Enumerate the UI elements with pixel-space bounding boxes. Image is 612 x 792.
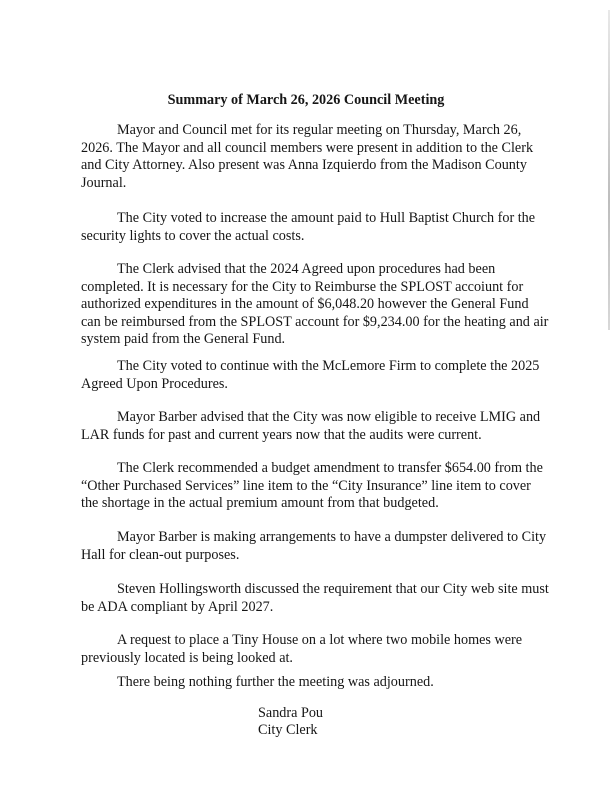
signature-name: Sandra Pou (258, 705, 324, 721)
signature-role: City Clerk (258, 722, 318, 738)
paragraph-ada-compliance: Steven Hollingsworth discussed the requirement that our City web site must be ADA compliant by April 2027. (81, 581, 549, 615)
paragraph-budget-amendment: The Clerk recommended a budget amendment to transfer $654.00 from the “Other Purchased Services” line item to the “City Insurance” line item to cover the shortage in the actual premium amount from that budgeted. (81, 460, 543, 512)
document-title: Summary of March 26, 2026 Council Meeting (167, 92, 445, 108)
paragraph-adjourned: There being nothing further the meeting was adjourned. (117, 674, 434, 690)
paragraph-agreed-procedures: The Clerk advised that the 2024 Agreed upon procedures had been completed. It is necessary for the City to Reimburse the SPLOST accoiunt for authorized expenditures in the amount of $6,048.20 however the General Fund can be reimbursed from the SPLOST account for $9,234.00 for the heating and air system paid from the General Fund. (81, 261, 549, 348)
paragraph-security-lights: The City voted to increase the amount paid to Hull Baptist Church for the security lights to cover the actual costs. (81, 210, 536, 244)
paragraph-mclemore-firm: The City voted to continue with the McLemore Firm to complete the 2025 Agreed Upon Procedures. (81, 358, 540, 392)
paragraph-lmig-funds: Mayor Barber advised that the City was now eligible to receive LMIG and LAR funds for past and current years now that the audits were current. (81, 409, 541, 443)
paragraph-tiny-house: A request to place a Tiny House on a lot where two mobile homes were previously located is being looked at. (81, 632, 523, 666)
scan-edge-line (608, 10, 610, 330)
paragraph-dumpster: Mayor Barber is making arrangements to have a dumpster delivered to City Hall for clean-out purposes. (81, 529, 547, 563)
paragraph-attendance: Mayor and Council met for its regular meeting on Thursday, March 26, 2026. The Mayor and all council members were present in addition to the Clerk and City Attorney. Also present was Anna Izquierdo from the Madison County Journal. (81, 122, 534, 191)
